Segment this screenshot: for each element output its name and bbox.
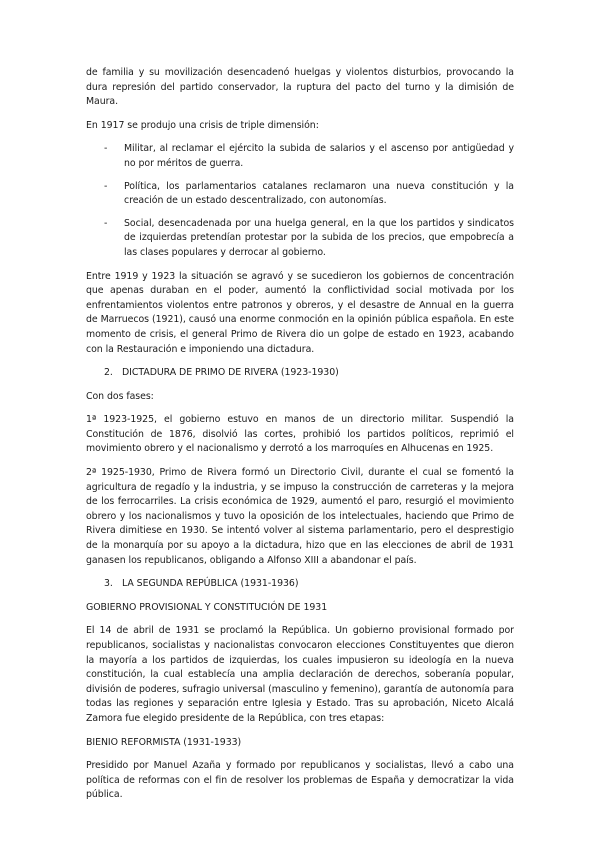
paragraph-dos-fases: Con dos fases: — [86, 390, 154, 402]
section-title: LA SEGUNDA REPÚBLICA (1931-1936) — [122, 578, 299, 590]
paragraph-fase-1: 1ª 1923-1925, el gobierno estuvo en manos de un directorio militar. Suspendió la Constitución de 1876, disolvió las cortes, prohibió los partidos políticos, reprimió el movimiento obrero y el nacionalismo y derrotó a los marroquíes en Alhucenas en 1925. — [86, 414, 514, 455]
subheading-gobierno-provisional: GOBIERNO PROVISIONAL Y CONSTITUCIÓN DE 1931 — [86, 601, 328, 613]
list-item-text: Militar, al reclamar el ejército la subida de salarios y el ascenso por antigüedad y no por méritos de guerra. — [124, 143, 514, 169]
paragraph-crisis-1917: En 1917 se produjo una crisis de triple dimensión: — [86, 119, 319, 131]
bullet-dash: - — [104, 180, 108, 192]
paragraph-maura: de familia y su movilización desencadenó huelgas y violentos disturbios, provocando la dura represión del partido conservador, la ruptura del pacto del turno y la dimisión de Maura. — [86, 67, 514, 108]
section-heading-republica — [86, 577, 514, 592]
list-item — [86, 180, 514, 209]
list-item — [86, 217, 514, 261]
subheading-bienio-reformista: BIENIO REFORMISTA (1931-1933) — [86, 736, 242, 748]
section-number: 2. — [104, 367, 113, 379]
bullet-dash: - — [104, 217, 108, 229]
paragraph-1919-1923: Entre 1919 y 1923 la situación se agravó y se sucedieron los gobiernos de concentración que apenas duraban en el poder, aumentó la conflictividad social motivada por los enfrentamientos violentos entre patronos y obreros, y el desastre de Annual en la guerra de Marruecos (1921), causó una enorme conmoción en la opinión pública española. En este momento de crisis, el general Primo de Rivera dio un golpe de estado en 1923, acabando con la Restauración e imponiendo una dictadura. — [86, 270, 514, 355]
list-item — [86, 142, 514, 171]
list-item-text: Social, desencadenada por una huelga general, en la que los partidos y sindicatos de izquierdas pretendían protestar por la subida de los precios, que empobrecía a las clases populares y derrocar al gobierno. — [124, 217, 514, 258]
bullet-dash: - — [104, 143, 108, 155]
paragraph-azana: Presidido por Manuel Azaña y formado por republicanos y socialistas, llevó a cabo una política de reformas con el fin de resolver los problemas de España y democratizar la vida pública. — [86, 760, 514, 801]
list-item-text: Política, los parlamentarios catalanes reclamaron una nueva constitución y la creación de un estado descentralizado, con autonomías. — [124, 180, 514, 207]
crisis-list — [86, 142, 514, 260]
section-number: 3. — [104, 578, 113, 590]
paragraph-fase-2: 2ª 1925-1930, Primo de Rivera formó un Directorio Civil, durante el cual se fomentó la agricultura de regadío y la industria, y se impuso la construcción de carreteras y la mejora de los ferrocarriles. La crisis económica de 1929, aumentó el paro, resurgió el movimiento obrero y los nacionalismos y tuvo la oposición de los intelectuales, haciendo que Primo de Rivera dimitiese en 1930. Se intentó volver al sistema parlamentario, pero el desprestigio de la monarquía por su apoyo a la dictadura, hizo que en las elecciones de abril de 1931 ganasen los republicanos, obligando a Alfonso XIII a abandonar el país. — [86, 467, 514, 566]
paragraph-proclamacion: El 14 de abril de 1931 se proclamó la República. Un gobierno provisional formado por republicanos, socialistas y nacionalistas convocaron elecciones Constituyentes que dieron la mayoría a los partidos de izquierdas, los cuales impusieron su ideología en la nueva constitución, la cual establecía una amplia declaración de derechos, soberanía popular, división de poderes, sufragio universal (masculino y femenino), garantía de autonomía para todas las regiones y separación entre Iglesia y Estado. Tras su aprobación, Niceto Alcalá Zamora fue elegido presidente de la República, con tres etapas: — [86, 625, 514, 724]
section-heading-dictadura — [86, 366, 514, 381]
section-title: DICTADURA DE PRIMO DE RIVERA (1923-1930) — [122, 367, 339, 379]
